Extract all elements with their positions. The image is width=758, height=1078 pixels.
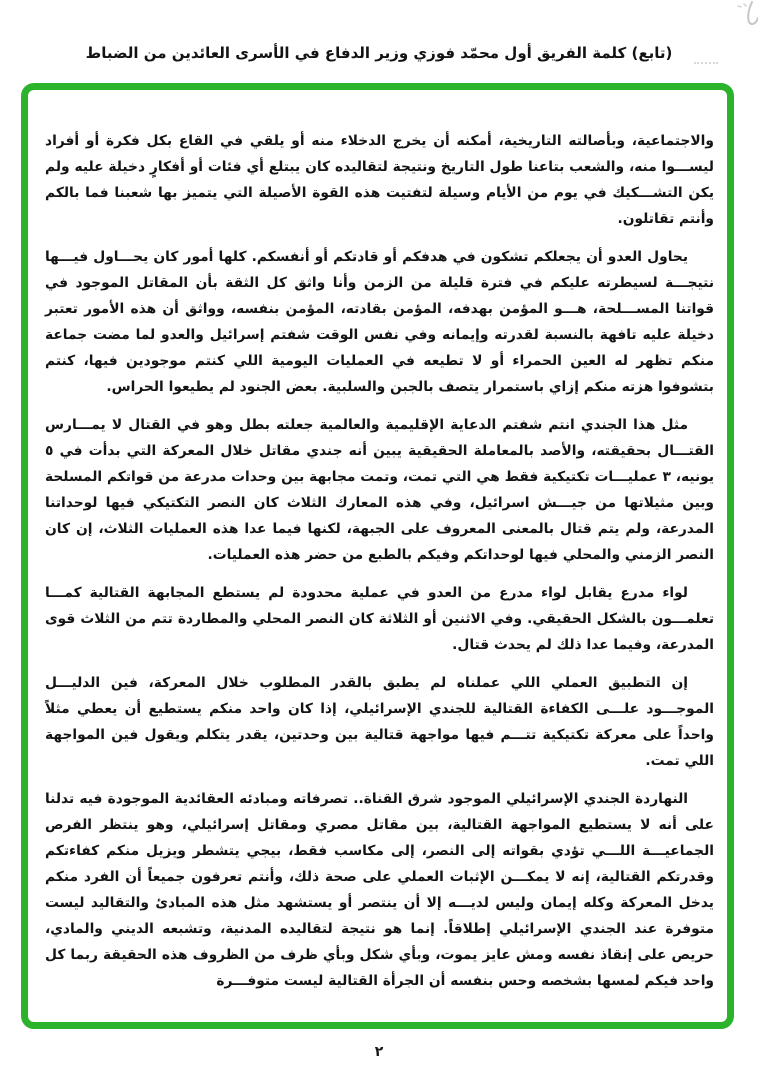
page-title: (تابع) كلمة الفريق أول محمّد فوزي وزير الدفاع في الأسرى العائدين من الضباط (85, 44, 673, 62)
document-frame (21, 83, 734, 1029)
paragraph-1: والاجتماعية، وبأصالته التاريخية، أمكنه أن يخرج الدخلاء منه أو يلقي في القاع بكل فكرة أو أفراد ليســـوا منه، والشعب بتاعنا طول التاريخ ونتيجة لتقاليده كان يبتلع أي فئات أو أفكارٍ دخيلة عليه ولم يكن التشـــكيك في يوم من الأيام وسيلة لتفتيت هذه القوة الأصيلة التي يتميز بها شعبنا فما بالكم وأنتم تقاتلون. (45, 133, 714, 227)
paragraph-4: لواء مدرع يقابل لواء مدرع من العدو في عملية محدودة لم يستطع المجابهة القتالية كمـــا تعلمـــون بالشكل الحقيقي. وفي الاثنين أو الثلاثة كان النصر المحلي والمطاردة تتم من الثلاث قوى المدرعة، وفيما عدا ذلك لم يحدث قتال. (45, 585, 714, 653)
paragraph-3: مثل هذا الجندي انتم شفتم الدعاية الإقليمية والعالمية جعلته بطل وهو في القتال لا يمـــارس القتـــال بحقيقته، والأصد بالمعاملة الحقيقية يبين أنه جندي مقاتل خلال المعركة التي بدأت في ٥ يونيه، ٣ عمليـــات تكتيكية فقط هي التي تمت، وتمت مجابهة بين وحدات مدرعة من قواتكم المسلحة وبين مثيلاتها من جيـــش اسرائيل، وفي هذه المعارك الثلاث كان النصر التكتيكي فيها لوحداتنا المدرعة، ولم يتم قتال بالمعنى المعروف على الجبهة، لكنها فيما عدا هذه العمليات الثلاث، إن كان النصر الزمني والمحلي فيها لوحداتكم وفيكم بالطبع من حضر هذه العمليات. (45, 417, 714, 563)
handwritten-mark (722, 0, 758, 34)
paragraph-2: يحاول العدو أن يجعلكم تشكون في هدفكم أو قادتكم أو أنفسكم. كلها أمور كان يحـــاول فيـــها نتيجـــة لسيطرته عليكم في فترة قليلة من الزمن وأنا واثق كل الثقة بأن المقاتل الموجود في قواتنا المســـلحة، هـــو المؤمن بهدفه، المؤمن بقادته، المؤمن بنفسه، وواثق أن هذه الأمور تعتبر دخيلة عليه تافهة بالنسبة لقدرته وإيمانه وفي نفس الوقت شفتم إسرائيل والعدو لما مضت جماعة منكم تظهر له العين الحمراء أو لا تطيعه في العمليات اليومية اللي كنتم موجودين فيها، كنتم بتشوفوا هزته منكم إزاي باستمرار يتصف بالجبن والسلبية. بعض الجنود لم يطيعوا الحراس. (45, 249, 714, 395)
page-number: ٢ (374, 1044, 384, 1060)
paragraph-5: إن التطبيق العملي اللي عملناه لم يطبق بالقدر المطلوب خلال المعركة، فين الدليـــل الموجـــود علـــى الكفاءة القتالية للجندي الإسرائيلي، إذا كان واحد منكم يستطيع أن يعطي مثلاً واحداً على معركة تكتيكية تتـــم فيها مواجهة قتالية بين وحدتين، يقدر يتكلم ويقول فين المواجهة اللي تمت. (45, 675, 714, 769)
document-text-body (28, 90, 727, 1022)
scan-artifact (694, 62, 718, 64)
paragraph-6: النهاردة الجندي الإسرائيلي الموجود شرق القناة.. تصرفاته ومبادئه العقائدية الموجودة فيه تدلنا على أنه لا يستطيع المواجهة القتالية، بين مقاتل مصري ومقاتل إسرائيلي، وهو ينتظر الفرص الجماعيـــة اللـــي تؤدي بقواته إلى النصر، إلى مكاسب فقط، بيجي يتشطر ويزيل منكم كفاءتكم وقدرتكم القتالية، إنه لا يمكـــن الإثبات العملي على صحة ذلك، وأنتم تعرفون جميعاً أن الفرد منكم يدخل المعركة وكله إيمان وليس لديـــه إلا أن ينتصر أو يستشهد مثل هذه المبادئ والتقاليد ليست متوفرة عند الجندي الإسرائيلي إطلاقاً. إنما هو نتيجة لتقاليده المدنية، وتشبعه الديني والمادي، حريص على إنقاذ نفسه ومش عايز يموت، وبأي شكل وبأي ظرف من الظروف هذه الحقيقة ربما كل واحد فيكم لمسها بشخصه وحس بنفسه أن الجرأة القتالية ليست متوفـــرة (45, 791, 714, 989)
